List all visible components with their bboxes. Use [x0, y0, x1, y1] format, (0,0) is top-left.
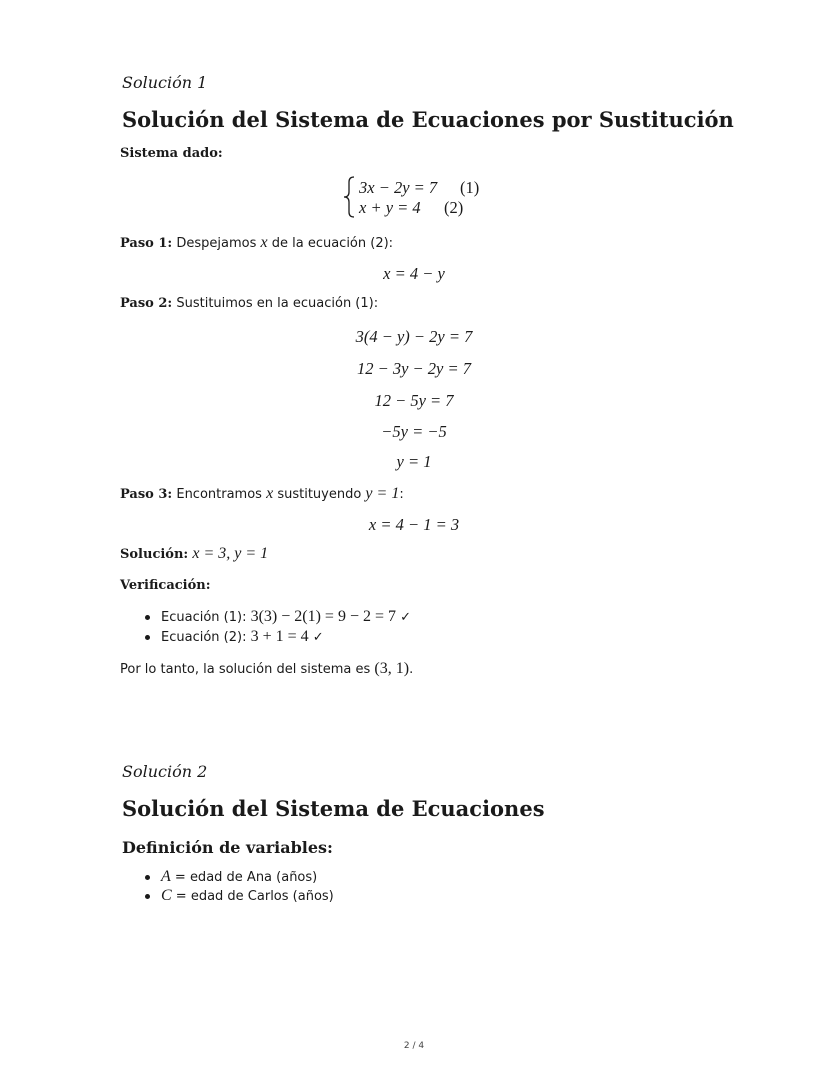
paso-2-equation: 12 − 3y − 2y = 7: [356, 359, 472, 378]
paso-2-equation: 3(4 − y) − 2y = 7: [355, 327, 473, 346]
paso-2-equation: y = 1: [396, 452, 432, 471]
variable-item: A = edad de Ana (años): [161, 868, 318, 885]
paso-2-label: Paso 2:: [120, 296, 173, 311]
solution-2-title: Solución del Sistema de Ecuaciones: [122, 796, 545, 821]
system-tag-2: (2): [444, 198, 464, 217]
paso-2-text: Paso 2: Sustituimos en la ecuación (1):: [120, 296, 379, 311]
variables-subtitle: Definición de variables:: [122, 838, 333, 857]
solution-1-label: Solución 1: [122, 73, 208, 92]
conclusion-text: Por lo tanto, la solución del sistema es (3, 1).: [120, 660, 414, 677]
solution-label: Solución:: [120, 547, 189, 562]
paso-3-text: Paso 3: Encontramos x sustituyendo y = 1:: [120, 485, 404, 502]
paso-3-label: Paso 3:: [120, 487, 173, 502]
paso-1-text: Paso 1: Despejamos x de la ecuación (2):: [120, 234, 394, 251]
page-number: 2 / 4: [403, 1041, 425, 1051]
paso-1-equation: x = 4 − y: [383, 264, 445, 283]
sistema-label: Sistema dado:: [120, 146, 223, 161]
paso-3-equation: x = 4 − 1 = 3: [368, 515, 460, 534]
solution-value: x = 3, y = 1: [192, 545, 269, 562]
system-tag-1: (1): [460, 178, 480, 197]
system-eq-1: 3x − 2y = 7: [359, 178, 438, 197]
verification-item: Ecuación (1): 3(3) − 2(1) = 9 − 2 = 7 ✓: [161, 608, 412, 625]
solution-2-label: Solución 2: [122, 762, 208, 781]
solution-1-title: Solución del Sistema de Ecuaciones por Sustitución: [122, 107, 734, 132]
variable-item: C = edad de Carlos (años): [161, 887, 334, 904]
paso-2-equation: −5y = −5: [381, 422, 447, 441]
conclusion-value: (3, 1): [374, 660, 410, 677]
paso-1-label: Paso 1:: [120, 236, 173, 251]
solution-line: [120, 545, 268, 563]
system-eq-2: x + y = 4: [359, 198, 421, 217]
left-brace-icon: [342, 176, 356, 218]
verification-item: Ecuación (2): 3 + 1 = 4 ✓: [161, 628, 324, 645]
paso-2-equation: 12 − 5y = 7: [374, 391, 454, 410]
verification-label: Verificación:: [120, 578, 211, 593]
